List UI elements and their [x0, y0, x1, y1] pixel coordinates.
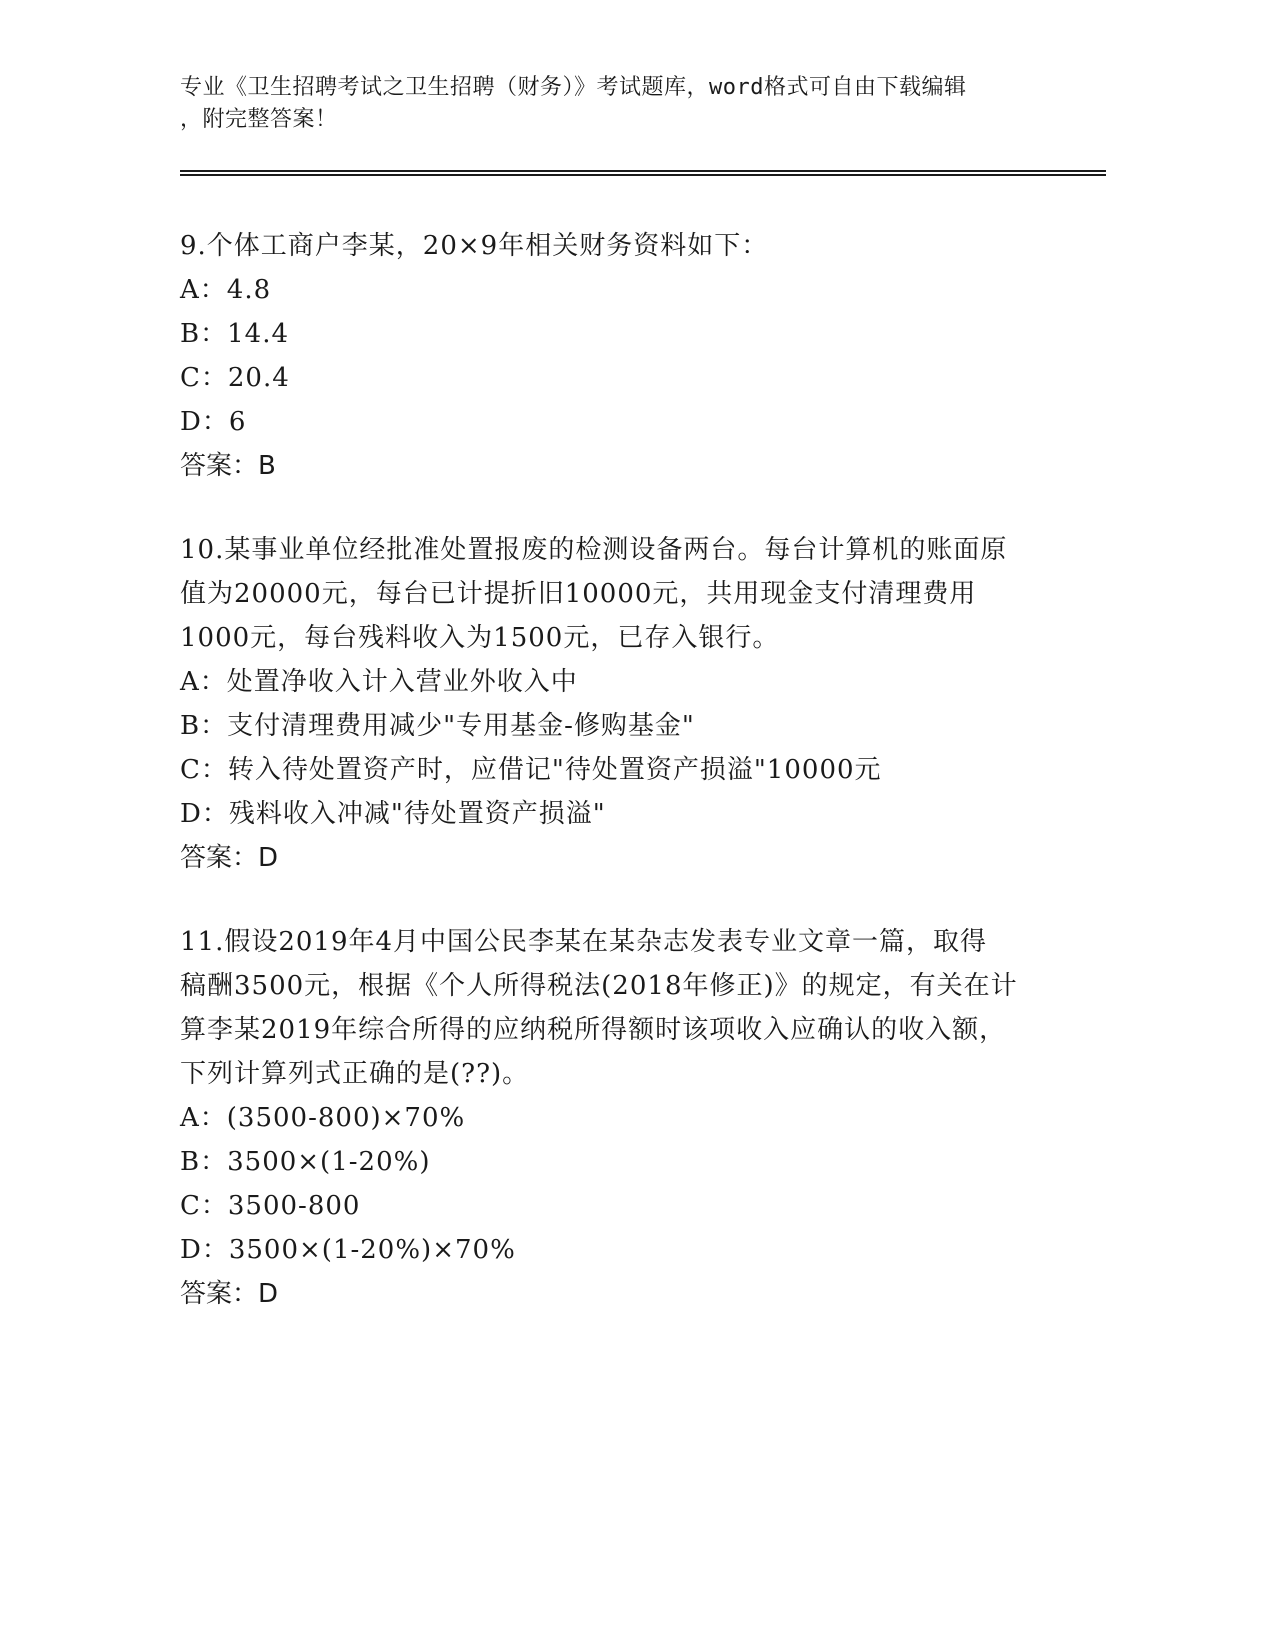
header-line-2: ，附完整答案！: [180, 107, 338, 132]
option-d: D：3500×(1-20%)×70%: [180, 1235, 516, 1265]
question-stem-line: 值为20000元，每台已计提折旧10000元，共用现金支付清理费用: [180, 579, 977, 609]
option-c: C：转入待处置资产时，应借记"待处置资产损溢"10000元: [180, 755, 882, 785]
question-stem-line: 下列计算列式正确的是(??)。: [180, 1059, 530, 1089]
option-d: D：6: [180, 407, 247, 437]
option-d: D：残料收入冲减"待处置资产损溢": [180, 799, 606, 829]
option-a: A：处置净收入计入营业外收入中: [180, 667, 578, 697]
question-stem: 9.个体工商户李某，20×9年相关财务资料如下：: [180, 231, 769, 261]
question-stem-line: 10.某事业单位经批准处置报废的检测设备两台。每台计算机的账面原: [180, 535, 1008, 565]
header-line-1: 专业《卫生招聘考试之卫生招聘（财务）》考试题库，word格式可自由下载编辑: [180, 75, 967, 100]
answer-line: 答案：D: [180, 1279, 279, 1309]
option-b: B：14.4: [180, 319, 289, 349]
question-9: [180, 224, 1060, 488]
option-b: B：3500×(1-20%): [180, 1147, 431, 1177]
question-stem-line: 稿酬3500元，根据《个人所得税法(2018年修正)》的规定，有关在计: [180, 971, 1018, 1001]
option-a: A：4.8: [180, 275, 272, 305]
answer-line: 答案：D: [180, 843, 279, 873]
question-10: [180, 528, 1060, 880]
question-11: [180, 920, 1060, 1316]
document-header: [180, 72, 1040, 136]
answer-line: 答案：B: [180, 451, 276, 481]
question-stem-line: 算李某2019年综合所得的应纳税所得额时该项收入应确认的收入额，: [180, 1015, 1007, 1045]
header-divider: [180, 170, 1106, 176]
option-c: C：3500-800: [180, 1191, 361, 1221]
option-c: C：20.4: [180, 363, 290, 393]
option-b: B：支付清理费用减少"专用基金-修购基金": [180, 711, 695, 741]
question-stem-line: 1000元，每台残料收入为1500元，已存入银行。: [180, 623, 780, 653]
question-stem-line: 11.假设2019年4月中国公民李某在某杂志发表专业文章一篇，取得: [180, 927, 988, 957]
option-a: A：(3500-800)×70%: [180, 1103, 466, 1133]
